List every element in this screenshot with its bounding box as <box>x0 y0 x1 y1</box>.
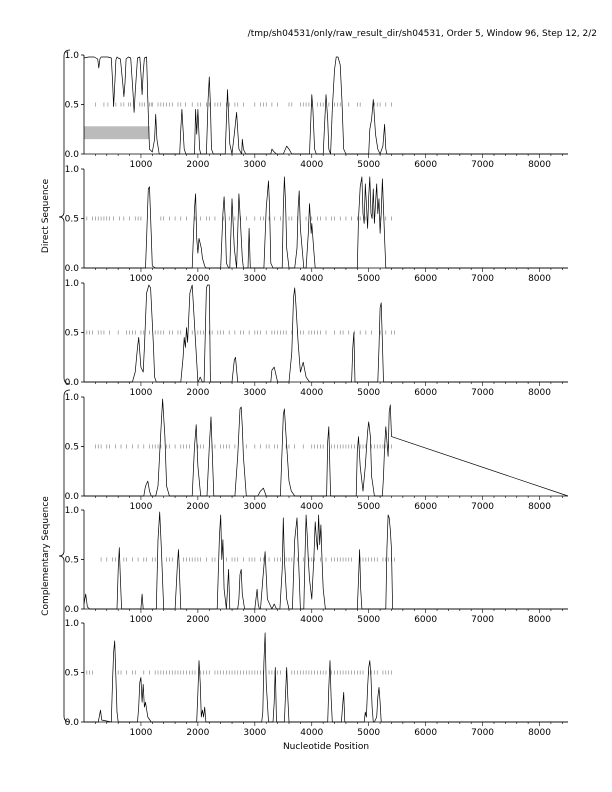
y-tick-label: 1.0 <box>64 51 79 61</box>
y-tick-label: 0.5 <box>64 100 79 111</box>
x-tick-label: 6000 <box>414 160 438 170</box>
x-tick-label: 3000 <box>243 388 267 398</box>
x-tick-label: 4000 <box>300 615 324 625</box>
x-tick-label: 8000 <box>528 274 551 284</box>
y-tick-label: 0.0 <box>64 718 79 728</box>
direct-sequence-label: Direct Sequence <box>41 178 51 254</box>
profile-line <box>84 633 568 722</box>
x-tick-label: 7000 <box>471 388 495 398</box>
x-tick-label: 5000 <box>357 728 381 738</box>
y-tick-label: 0.5 <box>64 555 79 566</box>
y-tick-label: 0.0 <box>64 264 79 274</box>
y-tick-label: 1.0 <box>64 506 79 516</box>
y-tick-label: 0.0 <box>64 378 79 388</box>
x-tick-label: 1000 <box>129 274 153 284</box>
x-tick-label: 8000 <box>528 728 551 738</box>
x-tick-label: 8000 <box>528 388 551 398</box>
x-tick-label: 2000 <box>186 388 210 398</box>
y-tick-label: 0.0 <box>64 605 79 615</box>
x-tick-label: 3000 <box>243 160 267 170</box>
figure-header: /tmp/sh04531/only/raw_result_dir/sh04531, Order 5, Window 96, Step 12, 2/2 <box>247 29 597 39</box>
x-tick-label: 3000 <box>243 615 267 625</box>
panel-complementary-3 <box>65 619 568 738</box>
x-tick-label: 1000 <box>129 728 153 738</box>
x-tick-label: 7000 <box>471 274 495 284</box>
x-tick-label: 6000 <box>414 274 438 284</box>
x-tick-label: 7000 <box>471 160 495 170</box>
y-tick-label: 0.0 <box>64 150 79 160</box>
x-tick-label: 4000 <box>300 388 324 398</box>
panel-complementary-2 <box>65 506 568 625</box>
x-tick-label: 1000 <box>129 502 153 512</box>
x-tick-label: 6000 <box>414 388 438 398</box>
panel-direct-2 <box>65 165 568 284</box>
x-tick-label: 4000 <box>300 728 324 738</box>
x-tick-label: 2000 <box>186 160 210 170</box>
x-tick-label: 4000 <box>300 502 324 512</box>
y-tick-label: 1.0 <box>64 279 79 289</box>
y-tick-label: 0.0 <box>64 492 79 502</box>
y-tick-label: 0.5 <box>64 668 79 679</box>
x-tick-label: 3000 <box>243 502 267 512</box>
x-tick-label: 5000 <box>357 502 381 512</box>
x-tick-label: 5000 <box>357 274 381 284</box>
x-tick-label: 2000 <box>186 274 210 284</box>
x-tick-label: 6000 <box>414 502 438 512</box>
panel-direct-3 <box>65 279 568 398</box>
x-tick-label: 7000 <box>471 728 495 738</box>
x-axis-label: Nucleotide Position <box>282 742 370 752</box>
y-tick-label: 0.5 <box>64 214 79 225</box>
x-tick-label: 2000 <box>186 728 210 738</box>
profile-line <box>84 399 568 496</box>
y-tick-label: 1.0 <box>64 619 79 629</box>
x-tick-label: 7000 <box>471 615 495 625</box>
x-tick-label: 8000 <box>528 615 551 625</box>
y-tick-label: 1.0 <box>64 393 79 403</box>
y-tick-label: 1.0 <box>64 165 79 175</box>
shaded-bar <box>84 126 149 139</box>
x-tick-label: 8000 <box>528 502 551 512</box>
x-tick-label: 6000 <box>414 615 438 625</box>
x-tick-label: 3000 <box>243 728 267 738</box>
x-tick-label: 5000 <box>357 388 381 398</box>
x-tick-label: 5000 <box>357 160 381 170</box>
profile-line <box>84 57 568 154</box>
x-tick-label: 1000 <box>129 388 153 398</box>
x-tick-label: 1000 <box>129 615 153 625</box>
x-tick-label: 4000 <box>300 160 324 170</box>
x-tick-label: 2000 <box>186 502 210 512</box>
x-tick-label: 1000 <box>129 160 153 170</box>
y-tick-label: 0.5 <box>64 328 79 339</box>
profile-line <box>84 177 568 268</box>
x-tick-label: 5000 <box>357 615 381 625</box>
panel-complementary-1 <box>65 393 568 512</box>
x-tick-label: 2000 <box>186 615 210 625</box>
panel-direct-1 <box>65 51 568 170</box>
x-tick-label: 7000 <box>471 502 495 512</box>
x-tick-label: 4000 <box>300 274 324 284</box>
x-tick-label: 8000 <box>528 160 551 170</box>
complementary-sequence-label: Complementary Sequence <box>41 496 51 616</box>
y-tick-label: 0.5 <box>64 442 79 453</box>
panel-stack <box>65 51 568 738</box>
x-tick-label: 3000 <box>243 274 267 284</box>
x-tick-label: 6000 <box>414 728 438 738</box>
